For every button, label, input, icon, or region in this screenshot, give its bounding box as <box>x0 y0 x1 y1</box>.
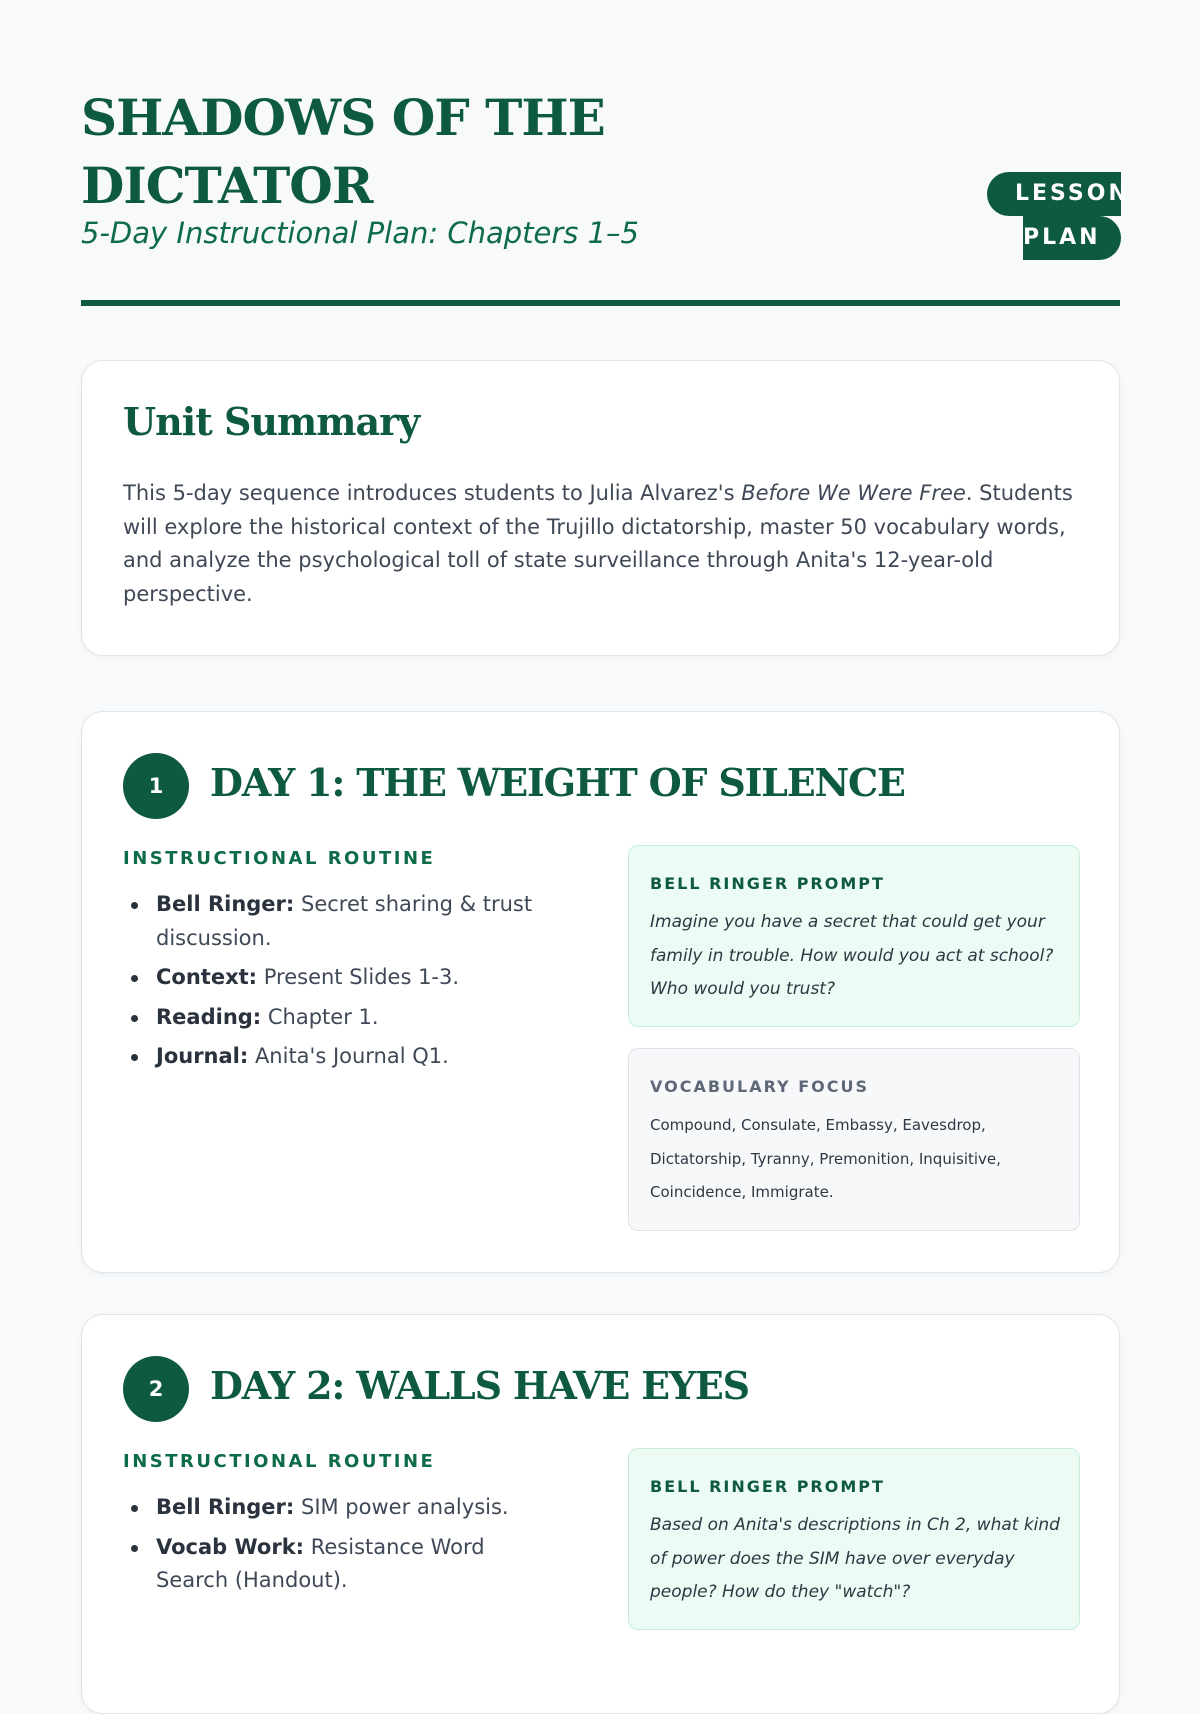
routine-item-label: Bell Ringer: <box>156 892 295 916</box>
routine-item-text: SIM power analysis. <box>294 1495 509 1519</box>
bell-ringer-prompt-box <box>628 845 1080 1027</box>
day-card <box>81 1314 1120 1714</box>
routine-item-text: Anita's Journal Q1. <box>248 1044 449 1068</box>
routine-item <box>123 1040 563 1074</box>
bell-ringer-label: BELL RINGER PROMPT <box>650 1477 885 1496</box>
routine-item <box>123 1001 563 1035</box>
summary-text-start: This 5-day sequence introduces students to Julia Alvarez's <box>123 481 742 505</box>
routine-label: INSTRUCTIONAL ROUTINE <box>123 848 436 869</box>
routine-label: INSTRUCTIONAL ROUTINE <box>123 1451 436 1472</box>
lesson-plan-page <box>81 0 1130 1602</box>
lesson-plan-badge <box>987 172 1130 264</box>
summary-text-end: . Students will explore the historical context of the Trujillo dictatorship, master 50 vocabulary words, and analyze the psychological toll of state surveillance through Anita's 12-year-old perspective. <box>123 481 1073 606</box>
book-title: Before We Were Free <box>741 481 966 505</box>
bell-ringer-text: Based on Anita's descriptions in Ch 2, what kind of power does the SIM have over everyday people? How do they "watch"? <box>650 1515 1060 1602</box>
page-header <box>81 0 1130 306</box>
day-title: DAY 2: WALLS HAVE EYES <box>210 1363 749 1408</box>
badge-line-1: LESSON <box>987 172 1121 216</box>
routine-item-label: Journal: <box>156 1044 249 1068</box>
routine-item-label: Context: <box>156 965 258 989</box>
day-number-badge: 1 <box>123 753 189 819</box>
routine-item-label: Bell Ringer: <box>156 1495 295 1519</box>
unit-summary-text <box>123 477 1083 611</box>
badge-line-2: PLAN <box>1023 216 1121 260</box>
unit-summary-card <box>81 360 1120 656</box>
routine-list <box>123 1491 563 1604</box>
day-title: DAY 1: THE WEIGHT OF SILENCE <box>210 760 905 805</box>
routine-item <box>123 1531 563 1598</box>
vocabulary-focus-label: VOCABULARY FOCUS <box>650 1077 869 1096</box>
routine-item-text: Secret sharing & trust discussion. <box>156 892 533 950</box>
day-card <box>81 711 1120 1273</box>
routine-item <box>123 888 563 955</box>
bell-ringer-text: Imagine you have a secret that could get your family in trouble. How would you act at school? Who would you trust? <box>650 912 1054 999</box>
unit-summary-heading: Unit Summary <box>123 399 420 444</box>
page-title: SHADOWS OF THE DICTATOR <box>81 88 605 215</box>
day-number-badge: 2 <box>123 1356 189 1422</box>
routine-list <box>123 888 563 1080</box>
vocabulary-focus-words: Compound, Consulate, Embassy, Eavesdrop, Dictatorship, Tyranny, Premonition, Inquisitive, Coincidence, Immigrate. <box>650 1116 1001 1201</box>
routine-item <box>123 1491 563 1525</box>
routine-item-label: Reading: <box>156 1004 262 1029</box>
routine-item-text: Present Slides 1-3. <box>257 965 460 989</box>
routine-item <box>123 961 563 995</box>
routine-item-text: Chapter 1. <box>261 1004 379 1029</box>
routine-item-label: Vocab Work: <box>156 1534 305 1559</box>
page-subtitle: 5-Day Instructional Plan: Chapters 1–5 <box>81 216 640 250</box>
bell-ringer-prompt-box <box>628 1448 1080 1630</box>
bell-ringer-label: BELL RINGER PROMPT <box>650 874 885 893</box>
vocabulary-focus-box <box>628 1048 1080 1231</box>
routine-item-text: Resistance Word Search (Handout). <box>156 1534 485 1592</box>
header-divider <box>81 300 1120 306</box>
